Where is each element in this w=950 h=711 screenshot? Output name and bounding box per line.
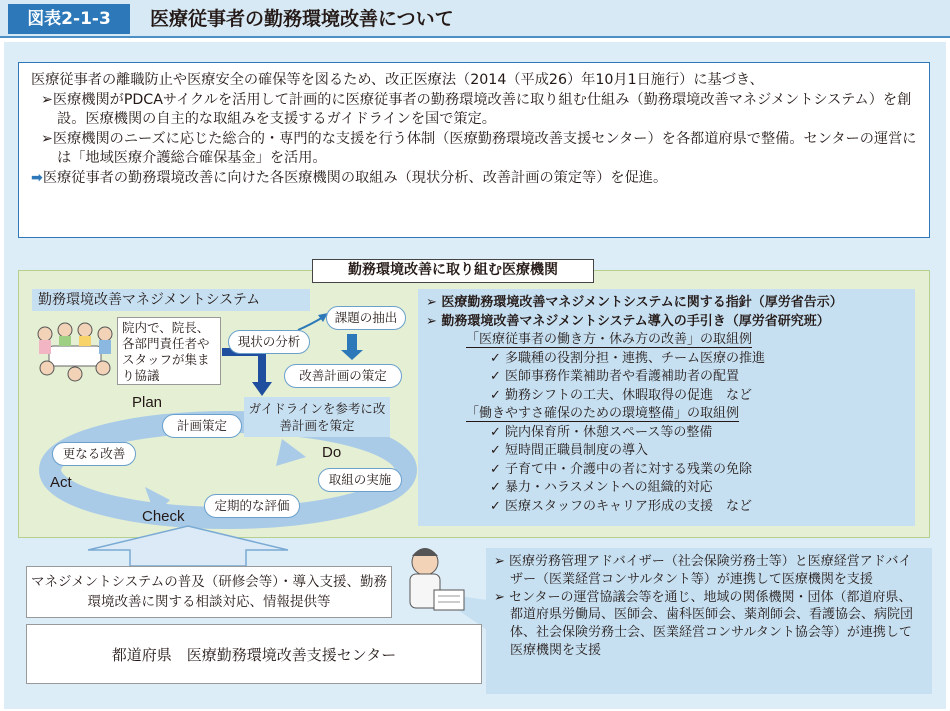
environment-example: ✓ 院内保育所・休憩スペース等の整備 <box>490 424 713 440</box>
summary-conclusion: 医療従事者の勤務環境改善に向けた各医療機関の取組み（現状分析、改善計画の策定等）を促進。 <box>42 169 668 186</box>
current-analysis-bubble: 現状の分析 <box>228 330 310 354</box>
check-step-bubble: 定期的な評価 <box>204 494 300 518</box>
conclusion-arrow-icon: ➡ <box>31 169 43 186</box>
guideline-item-2: ➢ 勤務環境改善マネジメントシステム導入の手引き（厚労省研究班） <box>426 313 830 329</box>
environment-example: ✓ 短時間正職員制度の導入 <box>490 443 649 458</box>
cycle-do-label: Do <box>322 444 342 461</box>
figure-title: 医療従事者の勤務環境改善について <box>150 8 454 30</box>
summary-intro: 医療従事者の離職防止や医療安全の確保等を図るため、改正医療法（2014（平成26）年10月1日施行）に基づき、 <box>31 72 764 88</box>
advisor-item-1: ➢ 医療労務管理アドバイザー（社会保険労務士等）と医療経営アドバイザー（医業経営コンサルタント等）が連携して医療機関を支援 <box>494 554 912 587</box>
work-style-example: ✓ 勤務シフトの工夫、休暇取得の促進 など <box>490 387 753 403</box>
work-style-heading-text: 「医療従事者の働き方・休み方の改善」の取組例 <box>466 332 753 347</box>
environment-example: ✓ 子育て中・介護中の者に対する残業の免除 <box>490 461 753 477</box>
work-style-heading <box>426 331 907 350</box>
support-center-box: 都道府県 医療勤務環境改善支援センター <box>26 624 482 684</box>
summary-bullet-2: ➢医療機関のニーズに応じた総合的・専門的な支援を行う体制（医療勤務環境改善支援センター）を各都道府県で整備。センターの運営には「地域医療介護総合確保基金」を活用。 <box>41 130 917 166</box>
summary-bullet-1: ➢医療機関がPDCAサイクルを活用して計画的に医療従事者の勤務環境改善に取り組む仕組み（勤務環境改善マネジメントシステム）を創設。医療機関の自主的な取組みを支援するガイドラインを国で策定。 <box>41 91 912 127</box>
cycle-check-label: Check <box>142 508 185 525</box>
environment-heading-text: 「働きやすさ確保のための環境整備」の取組例 <box>466 406 740 421</box>
plan-step-bubble: 計画策定 <box>162 414 242 438</box>
work-style-example: ✓ 医師事務作業補助者や看護補助者の配置 <box>490 369 740 384</box>
management-system-label: 勤務環境改善マネジメントシステム <box>32 289 310 311</box>
work-style-example: ✓ 多職種の役割分担・連携、チーム医療の推進 <box>490 350 766 366</box>
environment-example: ✓ 医療スタッフのキャリア形成の支援 など <box>490 498 753 514</box>
institution-title: 勤務環境改善に取り組む医療機関 <box>312 259 594 283</box>
consultant-person-icon <box>410 548 464 610</box>
cycle-arrowhead-do <box>276 439 306 466</box>
advisor-panel <box>486 548 932 694</box>
do-step-bubble: 取組の実施 <box>318 468 402 492</box>
cycle-plan-label: Plan <box>132 394 163 411</box>
figure-label: 図表2-1-3 <box>8 4 130 34</box>
meeting-people-icon <box>35 320 115 382</box>
cycle-act-label: Act <box>50 474 72 491</box>
act-step-bubble: 更なる改善 <box>52 442 136 466</box>
arrow-meeting-to-guideline <box>222 352 262 384</box>
guideline-item-1: ➢ 医療勤務環境改善マネジメントシステムに関する指針（厚労省告示） <box>426 295 843 310</box>
guideline-box: ガイドラインを参考に改善計画を策定 <box>244 397 390 437</box>
guideline-list-panel <box>418 289 915 526</box>
meeting-description: 院内で、院長、各部門責任者やスタッフが集まり協議 <box>117 317 221 385</box>
arrowhead-meeting-guideline <box>252 382 272 396</box>
environment-example: ✓ 暴力・ハラスメントへの組織的対応 <box>490 480 713 495</box>
support-up-arrow <box>88 526 288 566</box>
issue-extraction-bubble: 課題の抽出 <box>326 306 406 330</box>
arrow-issue-to-plan <box>341 334 363 360</box>
support-services-box: マネジメントシステムの普及（研修会等）・導入支援、勤務環境改善に関する相談対応、情報提供等 <box>26 566 392 618</box>
advisor-item-2: ➢ センターの運営協議会等を通じ、地域の関係機関・団体（都道府県、都道府県労働局、医師会、歯科医師会、薬剤師会、看護協会、病院団体、社会保険労務士会、医業経営コンサルタント協会等）が連携して医療機関を支援 <box>494 589 914 658</box>
plan-formulation-bubble: 改善計画の策定 <box>284 364 402 388</box>
environment-heading <box>426 405 907 424</box>
